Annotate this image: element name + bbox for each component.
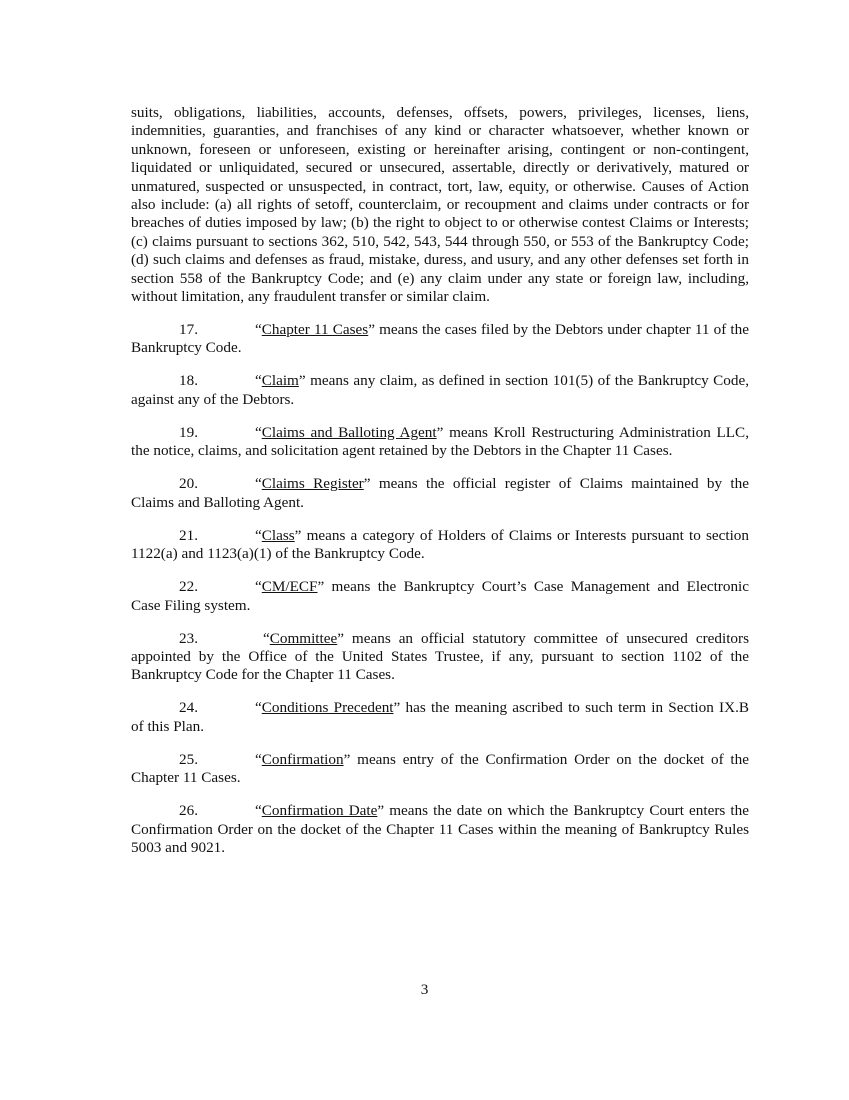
definition-25 [131,751,749,788]
open-quote: “ [255,629,270,647]
open-quote: “ [255,475,262,493]
definition-19 [131,424,749,461]
lead-paragraph: suits, obligations, liabilities, accounts, defenses, offsets, powers, privileges, licenses, liens, indemnities, guaranties, and franchises of any kind or character whatsoever, whether known or unknown, foreseen or unforeseen, existing or hereinafter arising, contingent or non-contingent, liquidated or unliquidated, secured or unsecured, assertable, directly or derivatively, matured or unmatured, suspected or unsuspected, in contract, tort, law, equity, or otherwise. Causes of Action also include: (a) all rights of setoff, counterclaim, or recoupment and claims under contracts or for breaches of duties imposed by law; (b) the right to object to or otherwise contest Claims or Interests; (c) claims pursuant to sections 362, 510, 542, 543, 544 through 550, or 553 of the Bankruptcy Code; (d) such claims and defenses as fraud, mistake, duress, and usury, and any other defenses set forth in section 558 of the Bankruptcy Code; and (e) any claim under any state or foreign law, including, without limitation, any fraudulent transfer or similar claim. [131,104,749,306]
open-quote: “ [255,423,262,441]
defined-term: Confirmation [261,750,344,768]
definition-text: ” means entry of the Confirmation Order on the docket of the Chapter 11 Cases. [131,750,749,787]
open-quote: “ [255,321,262,339]
definition-number: 17. [179,321,198,339]
defined-term: Confirmation Date [261,802,378,820]
definition-18 [131,372,749,409]
definition-number: 24. [179,699,198,717]
definition-text: ” means the official register of Claims maintained by the Claims and Balloting Agent. [131,475,749,511]
open-quote: “ [255,372,262,390]
open-quote: “ [255,699,262,717]
open-quote: “ [255,750,262,768]
definition-text: ” means a category of Holders of Claims or Interests pursuant to section 1122(a) and 1123(a)(1) of the Bankruptcy Code. [131,526,749,563]
defined-term: Chapter 11 Cases [261,321,369,339]
open-quote: “ [255,802,262,820]
defined-term: Claim [261,372,299,390]
definition-text: ” means the date on which the Bankruptcy Court enters the Confirmation Order on the docket of the Chapter 11 Cases within the meaning of Bankruptcy Rules 5003 and 9021. [131,802,749,856]
page-number: 3 [420,981,429,998]
definition-number: 25. [179,750,198,768]
definition-20 [131,475,749,512]
definition-number: 22. [179,578,198,596]
defined-term: Claims and Balloting Agent [261,423,437,441]
defined-term: Class [261,526,295,544]
definition-26 [131,802,749,857]
defined-term: Claims Register [261,475,364,493]
definition-number: 20. [179,475,198,493]
definition-text: ” means any claim, as defined in section 101(5) of the Bankruptcy Code, against any of the Debtors. [131,372,749,408]
definition-number: 23. [179,629,198,647]
definition-17 [131,321,749,358]
definition-text: ” has the meaning ascribed to such term in Section IX.B of this Plan. [131,699,749,735]
definition-number: 19. [179,423,198,441]
definition-text: ” means an official statutory committee of unsecured creditors appointed by the Office of the United States Trustee, if any, pursuant to section 1102 of the Bankruptcy Code for the Chapter 11 Cases. [131,629,749,684]
open-quote: “ [255,578,262,596]
defined-term: Conditions Precedent [261,699,394,717]
definition-number: 18. [179,372,198,390]
definition-23 [131,630,749,685]
definition-21 [131,527,749,564]
definition-text: ” means Kroll Restructuring Administration LLC, the notice, claims, and solicitation agent retained by the Debtors in the Chapter 11 Cases. [131,423,749,460]
definition-text: ” means the Bankruptcy Court’s Case Management and Electronic Case Filing system. [131,578,749,614]
defined-term: CM/ECF [261,578,318,596]
defined-term: Committee [269,629,338,647]
definition-22 [131,578,749,615]
document-page [131,104,749,872]
definition-text: ” means the cases filed by the Debtors under chapter 11 of the Bankruptcy Code. [131,321,749,357]
open-quote: “ [255,526,262,544]
definition-24 [131,699,749,736]
definition-number: 26. [179,802,198,820]
definition-number: 21. [179,526,198,544]
